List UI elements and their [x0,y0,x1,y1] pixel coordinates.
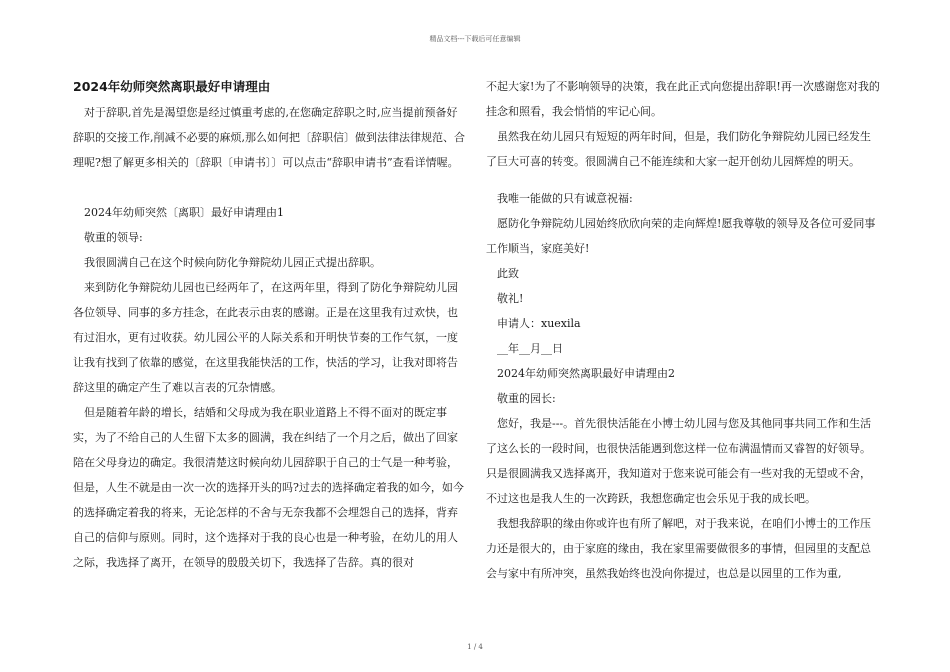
section-1-title: 2024年幼师突然〔离职〕最好申请理由1 [84,206,284,219]
paragraph: 我很圆满自己在这个时候向防化争辩院幼儿园正式提出辞职。 [84,256,381,269]
document-title: 2024年幼师突然离职最好申请理由 [73,79,271,94]
paragraph: 但是随着年龄的增长，结婚和父母成为我在职业道路上不得不面对的既定事实，为了不给自己的人生留下太多的圆满，我在纠结了一个月之后，做出了回家陪在父母身边的确定。我很清楚这时候向幼儿园辞职于自己的士气是一种考验，但是，人生不就是由一次一次的选择开头的吗?过去的选择确定着我的如今，如今的选择确定着我的将来，无论怎样的不舍与无奈我都不会埋怨自己的选择，背弃自己的信仰与原则。同时，这个选择对于我的良心也是一种考验，在幼儿的用人之际，我选择了离开，在领导的殷殷关切下，我选择了告辞。真的很对 [73,406,464,569]
paragraph: 我想我辞职的缘由你或许也有所了解吧，对于我来说，在咱们小博士的工作压力还是很大的，由于家庭的缘由，我在家里需要做很多的事情，但园里的支配总会与家中有所冲突，虽然我始终也没向你提过，也总是以园里的工作为重, [486,517,871,580]
page-number: 1 / 4 [467,643,483,651]
paragraph: 虽然我在幼儿园只有短短的两年时间，但是，我们防化争辩院幼儿园已经发生了巨大可喜的转变。很圆满自己不能连续和大家一起开创幼儿园辉煌的明天。 [486,130,871,168]
date-line: __年__月__日 [497,342,563,355]
salutation-1: 敬重的领导: [84,231,143,244]
paragraph: 不起大家!为了不影响领导的决策，我在此正式向您提出辞职!再一次感谢您对我的挂念和照看，我会悄悄的牢记心间。 [486,80,880,118]
paragraph: 我唯一能做的只有诚意祝福: [497,192,633,205]
paragraph: 愿防化争辩院幼儿园始终欣欣向荣的走向辉煌!愿我尊敬的领导及各位可爱同事工作顺当，家庭美好! [486,217,876,255]
closing-line: 敬礼! [497,292,524,305]
paragraph: 您好，我是---。首先很快活能在小博士幼儿园与您及其他同事共同工作和生活了这么长的一段时间，也很快活能遇到您这样一位布满温情而又睿智的好领导。只是很圆满我又选择离开，我知道对于您来说可能会有一些对我的无望或不舍，不过这也是我人生的一次跨跃，我想您确定也会乐见于我的成长吧。 [486,417,872,505]
paragraph: 来到防化争辩院幼儿园也已经两年了，在这两年里，得到了防化争辩院幼儿园各位领导、同事的多方挂念，在此表示由衷的感谢。正是在这里我有过欢快，也有过泪水，更有过收获。幼儿园公平的人际关系和开明快节奏的工作气氛，一度让我有找到了依靠的感觉，在这里我能快活的工作，快活的学习，让我对即将告辞这里的确定产生了难以言表的冗杂情感。 [73,281,458,394]
salutation-2: 敬重的园长: [497,392,556,405]
intro-paragraph: 对于辞职,首先是渴望您是经过慎重考虑的,在您确定辞职之时,应当提前预备好辞职的交接工作,削减不必要的麻烦,那么如何把〔辞职信〕做到法律法律规范、合理呢?想了解更多相关的〔辞职〔申请书〕〕可以点击“辞职申请书”查看详情喔。 [73,106,465,169]
page-header: 精品文档---下载后可任意编辑 [429,35,521,43]
closing-line: 此致 [497,267,519,280]
right-column [486,74,881,586]
applicant-line: 申请人：xuexila [497,317,581,330]
section-2-title: 2024年幼师突然离职最好申请理由2 [497,367,675,380]
left-column [73,74,468,575]
